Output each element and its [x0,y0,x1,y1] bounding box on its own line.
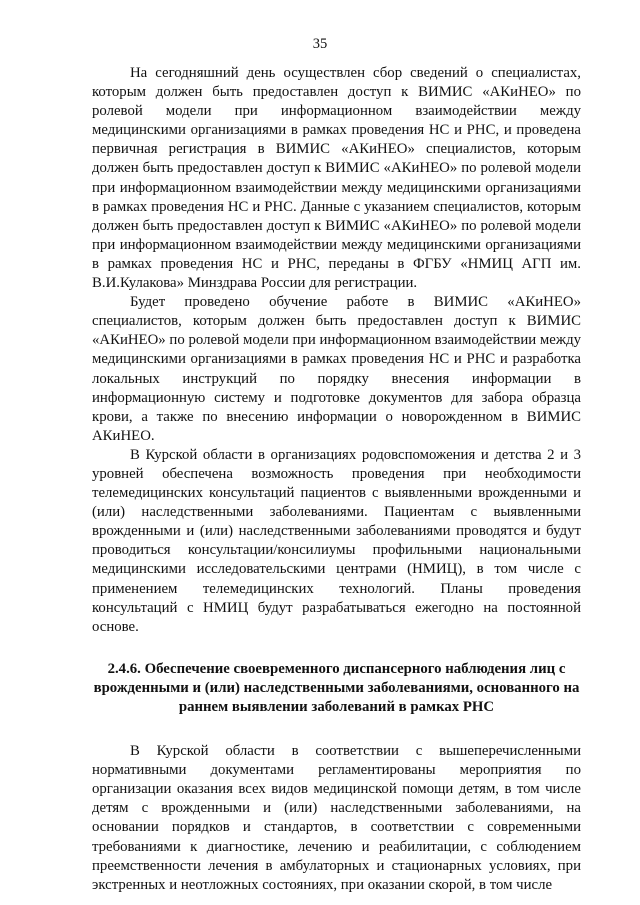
paragraph-training: Будет проведено обучение работе в ВИМИС «АКиНЕО» специалистов, которым должен быть предоставлен доступ к ВИМИС «АКиНЕО» по ролевой модели при информационном взаимодействии между медицинскими организациями в рамках проведения НС и РНС и разработка локальных инструкций по порядку внесения информации в информационную систему и подготовке документов для забора образца крови, а также по внесению информации о новорожденном в ВИМИС АКиНЕО. [92,294,581,444]
document-body [92,64,581,895]
section-heading: 2.4.6. Обеспечение своевременного диспансерного наблюдения лиц с врожденными и (или) наследственными заболеваниями, основанного на раннем выявлении заболеваний в рамках РНС [93,660,580,715]
paragraph-section-body: В Курской области в соответствии с вышеперечисленными нормативными документами регламентированы мероприятия по организации оказания всех видов медицинской помощи детям, в том числе детям с врожденными и (или) наследственными заболеваниями, на основании порядков и стандартов, в соответствии с современными требованиями к диагностике, лечению и реабилитации, с соблюдением преемственности лечения в амбулаторных и стационарных условиях, при экстренных и неотложных состояниях, при оказании скорой, в том числе [92,743,581,893]
page-number: 35 [312,36,328,52]
paragraph-specialists-registration: На сегодняшний день осуществлен сбор сведений о специалистах, которым должен быть предоставлен доступ к ВИМИС «АКиНЕО» по ролевой модели при информационном взаимодействии между медицинскими организациями в рамках проведения НС и РНС, и проведена первичная регистрация в ВИМИС «АКиНЕО» специалистов, которым должен быть предоставлен доступ к ВИМИС «АКиНЕО» по ролевой модели при информационном взаимодействии между медицинскими организациями в рамках проведения НС и РНС. Данные с указанием специалистов, которым должен быть предоставлен доступ к ВИМИС «АКиНЕО» по ролевой модели при информационном взаимодействии между медицинскими организациями в рамках проведения НС и РНС, переданы в ФГБУ «НМИЦ АГП им. В.И.Кулакова» Минздрава России для регистрации. [92,65,581,292]
paragraph-telemedicine: В Курской области в организациях родовспоможения и детства 2 и 3 уровней обеспечена возможность проведения при необходимости телемедицинских консультаций пациентов с выявленными врожденными и (или) наследственными заболеваниями. Пациентам с выявленными врожденными и (или) наследственными заболеваниями проводятся и будут проводиться консультации/консилиумы профильными национальными медицинскими исследовательскими центрами (НМИЦ), в том числе с применением телемедицинских технологий. Планы проведения консультаций с НМИЦ будут разрабатываться ежегодно на постоянной основе. [92,446,581,635]
